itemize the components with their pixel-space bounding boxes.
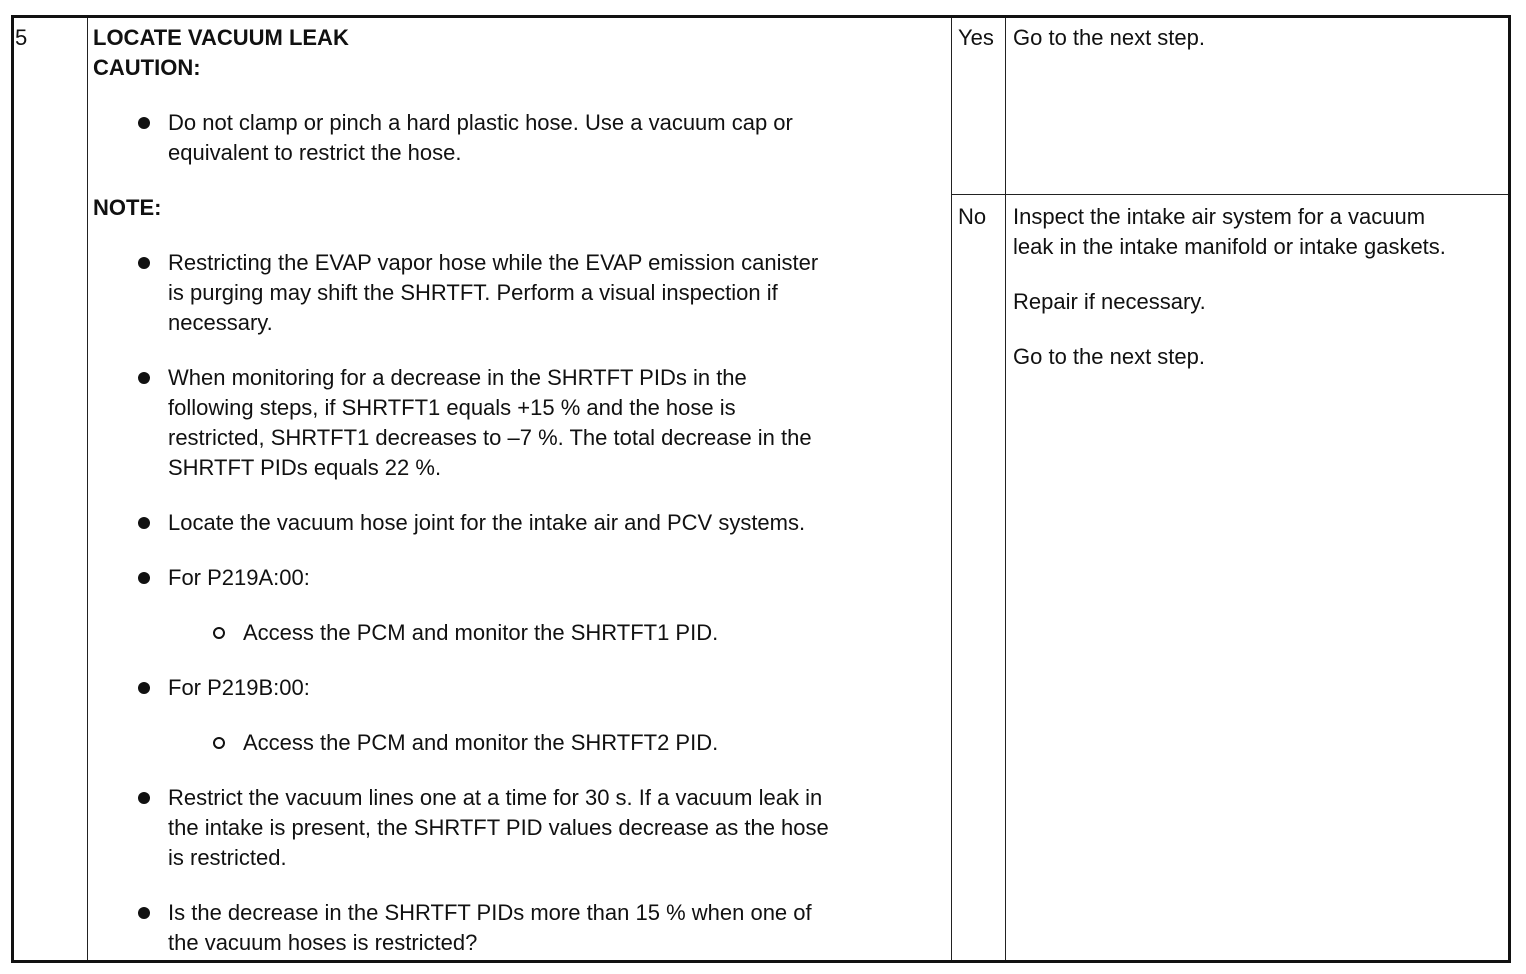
sub-bullet-icon: [213, 627, 225, 639]
note-bullet-icon: [138, 792, 150, 804]
note-item-text: Locate the vacuum hose joint for the intake air and PCV systems.: [168, 510, 806, 535]
caution-bullet-icon: [138, 117, 150, 129]
note-item-text: Restricting the EVAP vapor hose while the EVAP emission canister: [168, 250, 819, 275]
note-bullet-icon: [138, 907, 150, 919]
column-divider-action: [951, 18, 952, 960]
column-divider-step: [87, 18, 88, 960]
sub-bullet-icon: [213, 737, 225, 749]
step-heading: LOCATE VACUUM LEAK: [93, 25, 349, 50]
note-item-text: For P219B:00:: [168, 675, 310, 700]
note-label: NOTE:: [93, 195, 162, 220]
caution-item-text: equivalent to restrict the hose.: [168, 140, 462, 165]
yes-no-divider: [951, 194, 1508, 195]
no-action-text: Go to the next step.: [1013, 344, 1206, 369]
no-action-text: Repair if necessary.: [1013, 289, 1206, 314]
note-item-text: Restrict the vacuum lines one at a time for 30 s. If a vacuum leak in: [168, 785, 823, 810]
column-divider-answer: [1005, 18, 1006, 960]
note-item-text: following steps, if SHRTFT1 equals +15 % and the hose is: [168, 395, 736, 420]
note-item-text: SHRTFT PIDs equals 22 %.: [168, 455, 442, 480]
note-item-text: the vacuum hoses is restricted?: [168, 930, 478, 955]
note-item-text: When monitoring for a decrease in the SHRTFT PIDs in the: [168, 365, 747, 390]
note-bullet-icon: [138, 682, 150, 694]
note-bullet-icon: [138, 517, 150, 529]
step-number: 5: [15, 25, 28, 50]
note-bullet-icon: [138, 572, 150, 584]
note-item-text: is restricted.: [168, 845, 287, 870]
no-action-text: Inspect the intake air system for a vacuum: [1013, 204, 1426, 229]
note-sub-item-text: Access the PCM and monitor the SHRTFT2 PID.: [243, 730, 719, 755]
note-item-text: necessary.: [168, 310, 273, 335]
note-item-text: For P219A:00:: [168, 565, 310, 590]
no-action-text: leak in the intake manifold or intake gaskets.: [1013, 234, 1446, 259]
caution-item-text: Do not clamp or pinch a hard plastic hose. Use a vacuum cap or: [168, 110, 793, 135]
note-item-text: Is the decrease in the SHRTFT PIDs more than 15 % when one of: [168, 900, 812, 925]
note-item-text: restricted, SHRTFT1 decreases to –7 %. The total decrease in the: [168, 425, 812, 450]
yes-label: Yes: [958, 25, 994, 50]
caution-label: CAUTION:: [93, 55, 201, 80]
note-item-text: the intake is present, the SHRTFT PID values decrease as the hose: [168, 815, 829, 840]
yes-action-text: Go to the next step.: [1013, 25, 1206, 50]
no-label: No: [958, 204, 987, 229]
note-item-text: is purging may shift the SHRTFT. Perform a visual inspection if: [168, 280, 778, 305]
note-bullet-icon: [138, 372, 150, 384]
note-sub-item-text: Access the PCM and monitor the SHRTFT1 PID.: [243, 620, 719, 645]
note-bullet-icon: [138, 257, 150, 269]
